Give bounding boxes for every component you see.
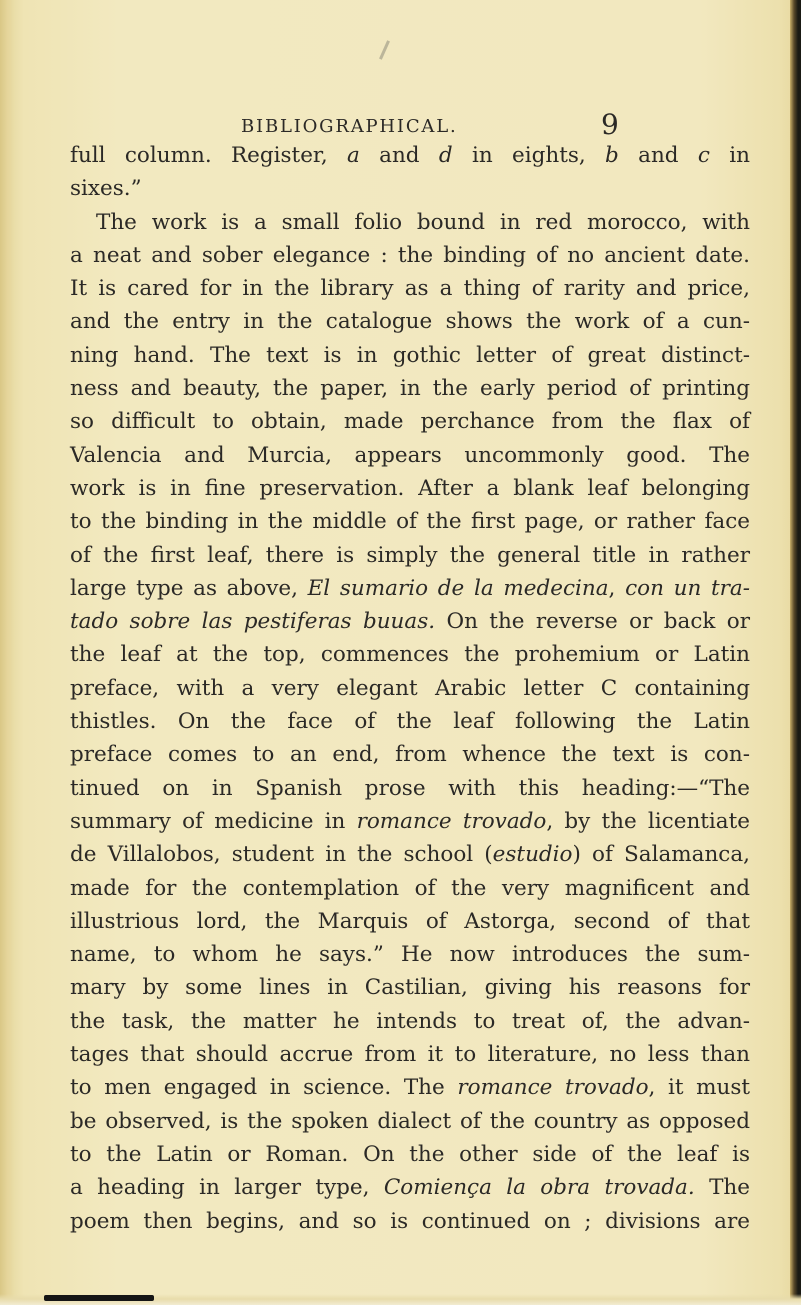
text-line	[70, 705, 750, 738]
page-edge-shadow	[790, 0, 801, 1305]
text-line	[70, 339, 750, 372]
text-run: in	[709, 143, 750, 168]
text-line	[70, 805, 750, 838]
text-run: the leaf at the top, commences the prohemium or Latin	[70, 642, 750, 668]
italic-text: c	[697, 143, 710, 168]
text-run: to the binding in the middle of the first page, or rather face	[70, 509, 750, 535]
text-run: made for the contemplation of the very magnificent and	[70, 875, 750, 901]
text-run: full column. Register,	[70, 143, 347, 168]
text-run: so difficult to obtain, made perchance from the flax of	[70, 409, 750, 435]
text-line	[70, 139, 750, 172]
running-head	[0, 108, 801, 142]
text-line	[70, 305, 750, 338]
page-number: 9	[601, 108, 619, 141]
text-line	[70, 1005, 750, 1038]
text-line	[70, 1071, 750, 1104]
text-run: and the entry in the catalogue shows the work of a cun-	[70, 309, 750, 335]
text-run: Valencia and Murcia, appears uncommonly good. The	[70, 442, 750, 468]
text-line	[70, 638, 750, 671]
text-run: of the first leaf, there is simply the general title in rather	[70, 542, 750, 568]
bottom-ink-mark	[44, 1295, 154, 1301]
text-run: ) of Salamanca,	[572, 842, 751, 868]
text-run: to men engaged in science. The	[70, 1075, 458, 1101]
text-line	[70, 772, 750, 805]
text-line	[70, 605, 750, 638]
text-line	[70, 239, 750, 272]
italic-text: d	[438, 143, 453, 168]
text-line	[70, 872, 750, 905]
text-run: poem then begins, and so is continued on ; divisions are	[70, 1208, 750, 1234]
text-run: to the Latin or Roman. On the other side of the leaf is	[70, 1141, 750, 1167]
text-run: work is in fine preservation. After a blank leaf belonging	[70, 475, 750, 501]
text-line	[70, 971, 750, 1004]
text-run: tages that should accrue from it to literature, no less than	[70, 1042, 750, 1068]
text-run: and	[359, 143, 439, 168]
text-line	[70, 672, 750, 705]
text-line	[70, 505, 750, 538]
page-title: BIBLIOGRAPHICAL.	[241, 116, 458, 137]
text-run: thistles. On the face of the leaf following the Latin	[70, 709, 750, 735]
text-run: tinued on in Spanish prose with this heading:—“The	[70, 775, 750, 801]
text-line	[70, 472, 750, 505]
text-run: mary by some lines in Castilian, giving his reasons for	[70, 975, 750, 1001]
text-run: de Villalobos, student in the school (	[70, 842, 493, 868]
italic-text: El sumario de la medecina	[307, 575, 609, 601]
italic-text: Comiença la obra trovada.	[383, 1175, 695, 1201]
text-run: The	[694, 1175, 750, 1201]
text-run: large type as above,	[70, 575, 308, 601]
italic-text: romance trovado	[457, 1075, 649, 1101]
text-line	[70, 206, 750, 239]
italic-text: b	[605, 143, 619, 168]
text-line	[70, 1105, 750, 1138]
text-run: sixes.”	[70, 176, 142, 202]
text-run: and	[618, 143, 698, 168]
text-line	[70, 1205, 750, 1238]
text-line	[70, 372, 750, 405]
italic-text: a	[346, 143, 360, 168]
text-run: summary of medicine in	[70, 808, 357, 834]
text-run: The work is a small folio bound in red morocco, with	[96, 209, 750, 235]
text-line	[70, 905, 750, 938]
text-run: , it must	[648, 1075, 751, 1101]
text-line	[70, 172, 750, 205]
text-run: be observed, is the spoken dialect of the country as opposed	[70, 1108, 750, 1134]
text-run: in eights,	[452, 143, 606, 168]
text-run: the task, the matter he intends to treat of, the advan-	[70, 1008, 750, 1034]
text-run: It is cared for in the library as a thing of rarity and price,	[70, 276, 750, 302]
text-line	[70, 738, 750, 771]
text-line	[70, 1171, 750, 1204]
text-line	[70, 1138, 750, 1171]
text-run: a heading in larger type,	[70, 1175, 384, 1201]
stray-pencil-mark	[379, 40, 390, 59]
text-line	[70, 272, 750, 305]
italic-text: tado sobre las pestiferas buuas.	[70, 609, 436, 635]
text-run: ,	[608, 575, 626, 601]
text-run: ness and beauty, the paper, in the early period of printing	[70, 376, 750, 402]
italic-text: estudio	[492, 842, 573, 868]
text-line	[70, 938, 750, 971]
text-run: preface, with a very elegant Arabic letter C containing	[70, 675, 750, 701]
text-line	[70, 572, 750, 605]
text-run: illustrious lord, the Marquis of Astorga, second of that	[70, 908, 750, 934]
text-line	[70, 1038, 750, 1071]
text-run: a neat and sober elegance : the binding of no ancient date.	[70, 242, 750, 268]
text-run: preface comes to an end, from whence the text is con-	[70, 742, 750, 768]
body-text	[70, 139, 750, 1238]
text-run: On the reverse or back or	[435, 609, 750, 635]
text-line	[70, 439, 750, 472]
text-run: ning hand. The text is in gothic letter of great distinct-	[70, 342, 750, 368]
text-run: , by the licentiate	[546, 808, 750, 834]
text-line	[70, 405, 750, 438]
text-line	[70, 838, 750, 871]
text-line	[70, 539, 750, 572]
italic-text: romance trovado	[356, 808, 547, 834]
text-run: name, to whom he says.” He now introduces the sum-	[70, 942, 750, 968]
italic-text: con un tra-	[625, 575, 751, 601]
page-gutter-shadow	[0, 0, 14, 1305]
